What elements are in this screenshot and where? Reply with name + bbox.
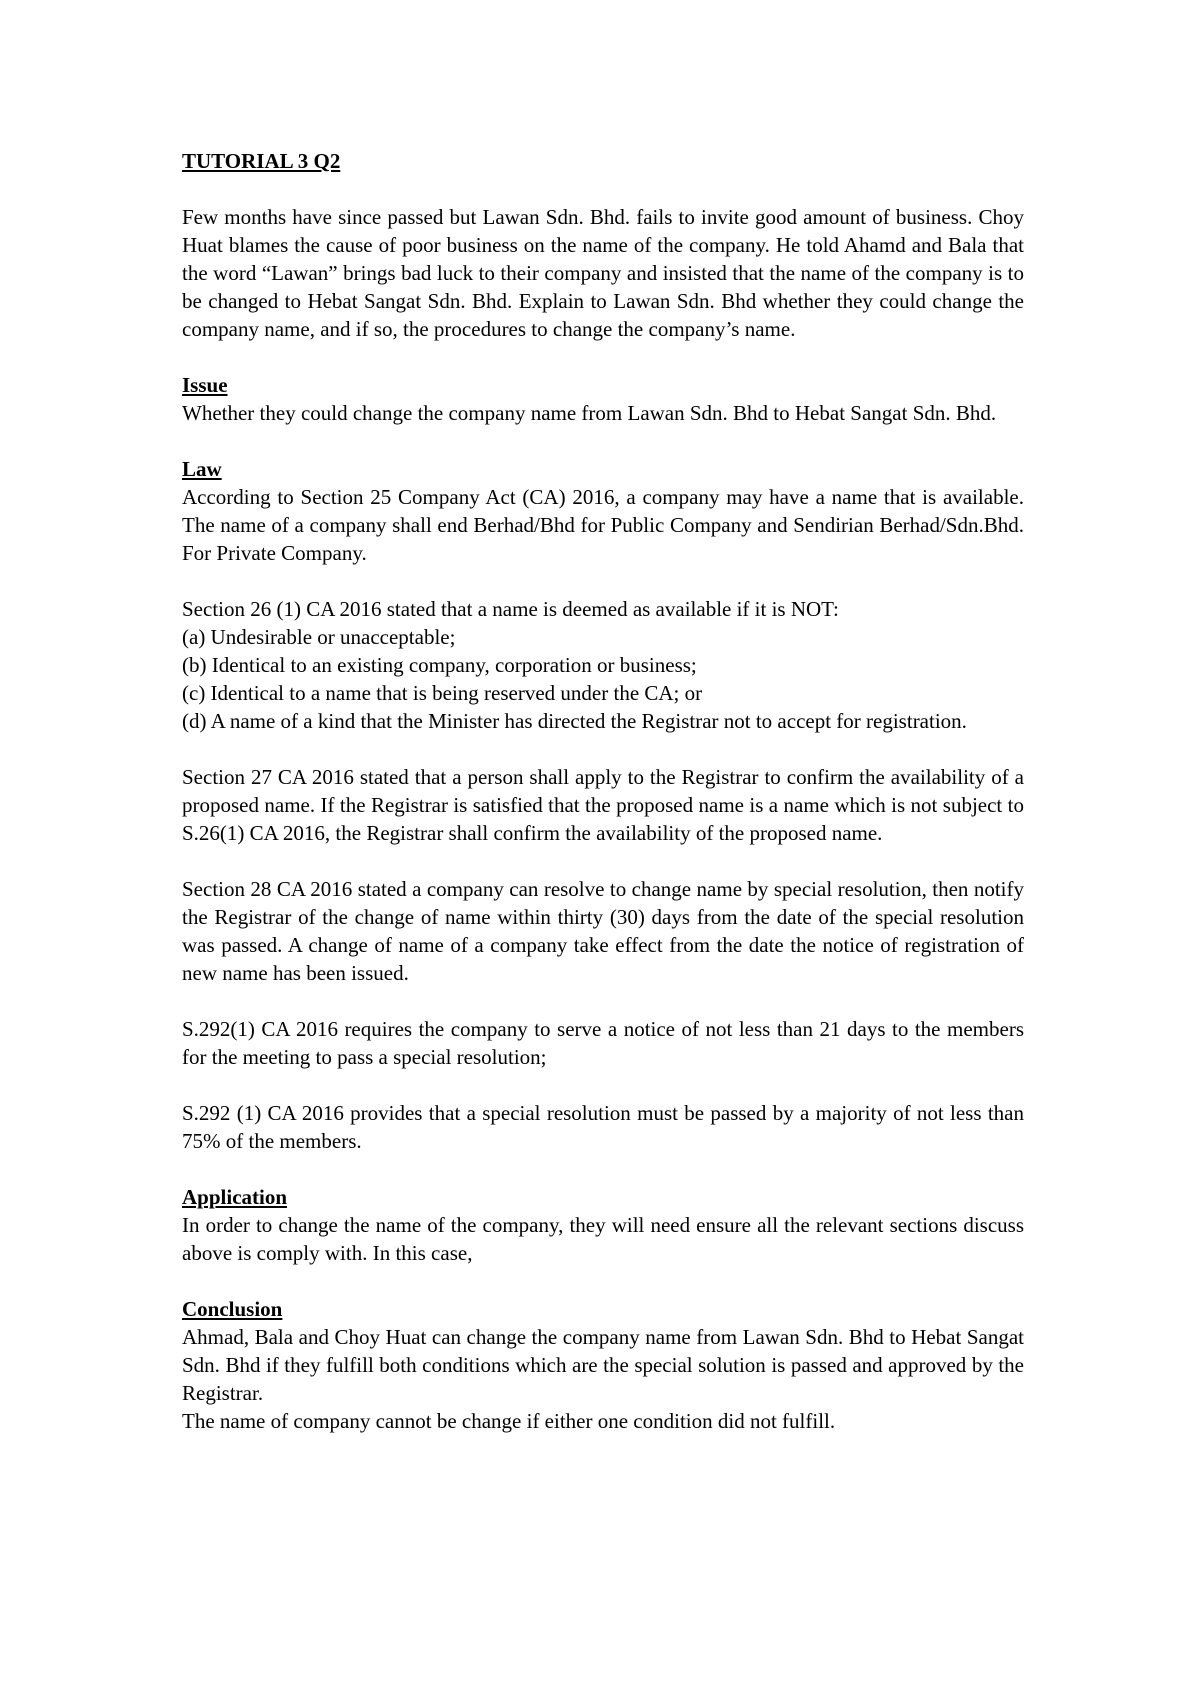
law-section-292-notice: S.292(1) CA 2016 requires the company to serve a notice of not less than 21 days to the members for the meeting to pass a special resolution; bbox=[182, 1017, 1024, 1069]
law-section-25: According to Section 25 Company Act (CA) 2016, a company may have a name that is available. The name of a company shall end Berhad/Bhd for Public Company and Sendirian Berhad/Sdn.Bhd. For Private Company. bbox=[182, 485, 1024, 565]
law-section-26-item-b: (b) Identical to an existing company, corporation or business; bbox=[182, 653, 697, 677]
law-section-26-item-c: (c) Identical to a name that is being reserved under the CA; or bbox=[182, 681, 703, 705]
law-section-26-item-a: (a) Undesirable or unacceptable; bbox=[182, 625, 456, 649]
spacer bbox=[182, 1155, 1024, 1183]
law-section-27: Section 27 CA 2016 stated that a person shall apply to the Registrar to confirm the availability of a proposed name. If the Registrar is satisfied that the proposed name is a name which is not subject to S.26(1) CA 2016, the Registrar shall confirm the availability of the proposed name. bbox=[182, 765, 1024, 845]
spacer bbox=[182, 567, 1024, 595]
conclusion-paragraph-1: Ahmad, Bala and Choy Huat can change the company name from Lawan Sdn. Bhd to Hebat Sangat Sdn. Bhd if they fulfill both conditions which are the special solution is passed and approved by the Registrar. bbox=[182, 1325, 1024, 1405]
conclusion-heading: Conclusion bbox=[182, 1297, 283, 1321]
application-paragraph: In order to change the name of the company, they will need ensure all the relevant sections discuss above is comply with. In this case, bbox=[182, 1213, 1024, 1265]
law-section-28: Section 28 CA 2016 stated a company can resolve to change name by special resolution, then notify the Registrar of the change of name within thirty (30) days from the date of the special resolution was passed. A change of name of a company take effect from the date the notice of registration of new name has been issued. bbox=[182, 877, 1024, 985]
law-section-26-item-d: (d) A name of a kind that the Minister has directed the Registrar not to accept for registration. bbox=[182, 709, 967, 733]
issue-heading: Issue bbox=[182, 373, 228, 397]
application-heading: Application bbox=[182, 1185, 288, 1209]
law-heading: Law bbox=[182, 457, 222, 481]
spacer bbox=[182, 427, 1024, 455]
question-paragraph: Few months have since passed but Lawan Sdn. Bhd. fails to invite good amount of business. Choy Huat blames the cause of poor business on the name of the company. He told Ahamd and Bala that the word “Lawan” brings bad luck to their company and insisted that the name of the company is to be changed to Hebat Sangat Sdn. Bhd. Explain to Lawan Sdn. Bhd whether they could change the company name, and if so, the procedures to change the company’s name. bbox=[182, 205, 1024, 341]
issue-paragraph: Whether they could change the company name from Lawan Sdn. Bhd to Hebat Sangat Sdn. Bhd. bbox=[182, 401, 997, 425]
spacer bbox=[182, 847, 1024, 875]
document-page bbox=[182, 147, 1024, 1435]
spacer bbox=[182, 987, 1024, 1015]
spacer bbox=[182, 1071, 1024, 1099]
spacer bbox=[182, 1267, 1024, 1295]
conclusion-paragraph-2: The name of company cannot be change if either one condition did not fulfill. bbox=[182, 1409, 836, 1433]
spacer bbox=[182, 343, 1024, 371]
document-title: TUTORIAL 3 Q2 bbox=[182, 149, 341, 173]
spacer bbox=[182, 735, 1024, 763]
spacer bbox=[182, 175, 1024, 203]
law-section-26-intro: Section 26 (1) CA 2016 stated that a name is deemed as available if it is NOT: bbox=[182, 597, 839, 621]
law-section-292-majority: S.292 (1) CA 2016 provides that a special resolution must be passed by a majority of not less than 75% of the members. bbox=[182, 1101, 1024, 1153]
